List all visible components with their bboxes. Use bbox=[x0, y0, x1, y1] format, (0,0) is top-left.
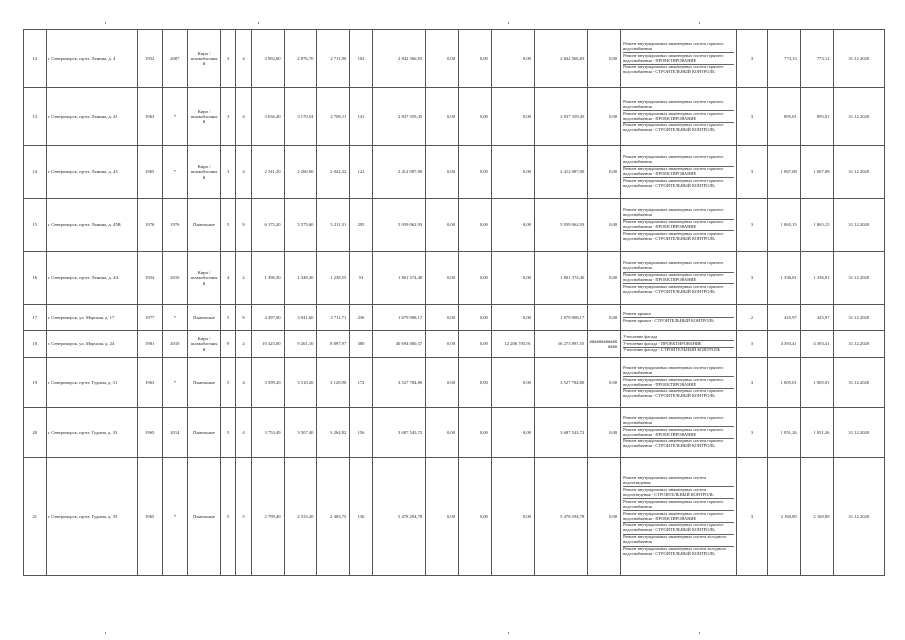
work-type-item: Утепление фасада bbox=[623, 334, 734, 341]
work-types-cell bbox=[621, 358, 737, 408]
deadline-date: 31.12.2020 bbox=[833, 252, 885, 305]
address-cell: г. Североморск, пр-кт. Ленина, д. 45В bbox=[46, 199, 137, 252]
total-area: 3 636,40 bbox=[251, 88, 284, 146]
renovation-year: * bbox=[162, 458, 188, 576]
owner-funds: 1 679 008,17 bbox=[534, 305, 587, 331]
total-area: 1 396,30 bbox=[251, 252, 284, 305]
capital-repair-table bbox=[23, 29, 885, 576]
total-cost: 3 527 784,80 bbox=[372, 358, 425, 408]
local-funds: 0,00 bbox=[491, 88, 534, 146]
residents-count: 122 bbox=[350, 146, 373, 199]
residents-count: 53 bbox=[350, 252, 373, 305]
federal-funds: 0,00 bbox=[426, 199, 459, 252]
deadline-date: 31.12.2020 bbox=[833, 408, 885, 458]
total-cost: 5 478 294,78 bbox=[372, 458, 425, 576]
wall-material: Панельные bbox=[188, 408, 221, 458]
other-funds: 0,00 bbox=[588, 199, 621, 252]
address-cell: г. Североморск, пр-кт. Ленина, д. 43 bbox=[46, 146, 137, 199]
row-number: 18 bbox=[24, 331, 47, 358]
other-funds: 0,00 bbox=[588, 252, 621, 305]
address-cell: г. Североморск, пр-кт. Ленина, д. 41 bbox=[46, 88, 137, 146]
regional-funds: 0,00 bbox=[459, 199, 492, 252]
floors-count: 9 bbox=[220, 331, 235, 358]
work-type-item: Ремонт внутридомовых инженерных систем горячего водоснабжения - ПРОЕКТИРОВАНИЕ bbox=[623, 377, 734, 389]
work-count: 3 bbox=[737, 146, 768, 199]
max-unit-cost: 1 336,01 bbox=[800, 252, 833, 305]
row-number: 15 bbox=[24, 199, 47, 252]
work-types-cell bbox=[621, 252, 737, 305]
table-row bbox=[24, 458, 885, 576]
work-type-item: Утепление фасада - ПРОЕКТИРОВАНИЕ bbox=[623, 341, 734, 348]
work-type-item: Ремонт внутридомовых инженерных систем горячего водоснабжения - СТРОИТЕЛЬНЫЙ КОНТРОЛЬ bbox=[623, 64, 724, 75]
other-funds: ################ bbox=[588, 331, 621, 358]
entrances-count: 5 bbox=[236, 458, 251, 576]
build-year: 1965 bbox=[137, 458, 162, 576]
total-area: 2 799,40 bbox=[251, 458, 284, 576]
living-area: 9 261,10 bbox=[284, 331, 317, 358]
work-type-item: Ремонт внутридомовых инженерных систем горячего водоснабжения - ПРОЕКТИРОВАНИЕ bbox=[623, 167, 734, 179]
unit-cost: 4 393,41 bbox=[767, 331, 800, 358]
total-cost: 3 687 543,72 bbox=[372, 408, 425, 458]
other-funds: 0,00 bbox=[588, 30, 621, 88]
floors-count: 5 bbox=[220, 199, 235, 252]
wall-material: Кирп / шлакоблочны й bbox=[188, 30, 221, 88]
wall-material: Кирп / шлакоблочны й bbox=[188, 252, 221, 305]
work-type-item: Ремонт крыши bbox=[623, 311, 734, 318]
total-cost: 1 679 008,17 bbox=[372, 305, 425, 331]
local-funds: 0,00 bbox=[491, 458, 534, 576]
other-funds: 0,00 bbox=[588, 358, 621, 408]
work-type-item: Ремонт внутридомовых инженерных систем горячего водоснабжения bbox=[623, 41, 734, 53]
build-year: 1965 bbox=[137, 146, 162, 199]
entrances-count: 4 bbox=[236, 146, 251, 199]
work-type-item: Ремонт внутридомовых инженерных систем водоотведения - СТРОИТЕЛЬНЫЙ КОНТРОЛЬ bbox=[623, 487, 734, 499]
work-type-item: Ремонт внутридомовых инженерных систем горячего водоснабжения - СТРОИТЕЛЬНЫЙ КОНТРОЛЬ bbox=[623, 523, 734, 535]
deadline-date: 31.12.2020 bbox=[833, 458, 885, 576]
address-cell: г. Североморск, пр-кт. Гудима, д. 33 bbox=[46, 408, 137, 458]
work-type-item: Ремонт крыши - СТРОИТЕЛЬНЫЙ КОНТРОЛЬ bbox=[623, 317, 714, 323]
living-area: 3 507,40 bbox=[284, 408, 317, 458]
work-type-item: Ремонт внутридомовых инженерных систем горячего водоснабжения - ПРОЕКТИРОВАНИЕ bbox=[623, 511, 734, 523]
row-number: 16 bbox=[24, 252, 47, 305]
build-year: 1976 bbox=[137, 199, 162, 252]
regional-funds: 0,00 bbox=[459, 458, 492, 576]
max-unit-cost: 773,12 bbox=[800, 30, 833, 88]
address-cell: г. Североморск, пр-кт. Гудима, д. 35 bbox=[46, 458, 137, 576]
floors-count: 3 bbox=[220, 30, 235, 88]
work-type-item: Ремонт внутридомовых инженерных систем горячего водоснабжения bbox=[623, 365, 734, 377]
table-row bbox=[24, 146, 885, 199]
work-count: 2 bbox=[737, 305, 768, 331]
floors-count: 5 bbox=[220, 305, 235, 331]
residents-count: 136 bbox=[350, 458, 373, 576]
deadline-date: 31.12.2020 bbox=[833, 199, 885, 252]
address-cell: г. Североморск, пр-кт. Ленина, д. 4 bbox=[46, 30, 137, 88]
unit-cost: 773,13 bbox=[767, 30, 800, 88]
entrances-count: 8 bbox=[236, 305, 251, 331]
residential-area: 1 238,55 bbox=[317, 252, 350, 305]
address-cell: г. Североморск, пр-кт. Ленина, д. 4А bbox=[46, 252, 137, 305]
owner-funds: 5 478 294,78 bbox=[534, 458, 587, 576]
regional-funds: 0,00 bbox=[459, 305, 492, 331]
federal-funds: 0,00 bbox=[426, 331, 459, 358]
scan-mark bbox=[699, 22, 700, 24]
total-area: 10 425,00 bbox=[251, 331, 284, 358]
work-type-item: Ремонт внутридомовых инженерных систем холодного водоснабжения bbox=[623, 535, 734, 547]
renovation-year: * bbox=[162, 146, 188, 199]
work-type-item: Ремонт внутридомовых инженерных систем горячего водоснабжения bbox=[623, 261, 734, 273]
entrances-count: 2 bbox=[236, 252, 251, 305]
wall-material: Кирп / шлакоблочны й bbox=[188, 331, 221, 358]
scan-mark bbox=[105, 22, 106, 24]
living-area: 3 941,60 bbox=[284, 305, 317, 331]
total-area: 6 175,20 bbox=[251, 199, 284, 252]
renovation-year: * bbox=[162, 305, 188, 331]
work-type-item: Ремонт внутридомовых инженерных систем горячего водоснабжения - СТРОИТЕЛЬНЫЙ КОНТРОЛЬ bbox=[623, 122, 724, 133]
residential-area: 2 042,32 bbox=[317, 146, 350, 199]
regional-funds: 0,00 bbox=[459, 358, 492, 408]
residential-area: 2 403,75 bbox=[317, 458, 350, 576]
residents-count: 172 bbox=[350, 358, 373, 408]
max-unit-cost: 1 067,08 bbox=[800, 146, 833, 199]
work-types-cell bbox=[621, 88, 737, 146]
total-area: 4 497,00 bbox=[251, 305, 284, 331]
table-row bbox=[24, 305, 885, 331]
owner-funds: 2 412 087,00 bbox=[534, 146, 587, 199]
work-type-item: Ремонт внутридомовых инженерных систем горячего водоснабжения - СТРОИТЕЛЬНЫЙ КОНТРОЛЬ bbox=[623, 177, 724, 188]
residential-area: 5 211,31 bbox=[317, 199, 350, 252]
deadline-date: 31.12.2020 bbox=[833, 30, 885, 88]
build-year: 1954 bbox=[137, 252, 162, 305]
federal-funds: 0,00 bbox=[426, 408, 459, 458]
work-type-item: Ремонт внутридомовых инженерных систем горячего водоснабжения bbox=[623, 208, 734, 220]
renovation-year: * bbox=[162, 358, 188, 408]
work-type-item: Ремонт внутридомовых инженерных систем горячего водоснабжения - СТРОИТЕЛЬНЫЙ КОНТРОЛЬ bbox=[623, 388, 724, 399]
wall-material: Панельные bbox=[188, 458, 221, 576]
work-types-cell bbox=[621, 458, 737, 576]
row-number: 13 bbox=[24, 88, 47, 146]
max-unit-cost: 425,97 bbox=[800, 305, 833, 331]
federal-funds: 0,00 bbox=[426, 146, 459, 199]
federal-funds: 0,00 bbox=[426, 458, 459, 576]
work-count: 3 bbox=[737, 30, 768, 88]
federal-funds: 0,00 bbox=[426, 358, 459, 408]
local-funds: 0,00 bbox=[491, 252, 534, 305]
scan-mark bbox=[699, 632, 700, 634]
address-cell: г. Североморск, пр-кт. Гудима, д. 31 bbox=[46, 358, 137, 408]
work-type-item: Ремонт внутридомовых инженерных систем горячего водоснабжения - СТРОИТЕЛЬНЫЙ КОНТРОЛЬ bbox=[623, 230, 724, 241]
work-count: 3 bbox=[737, 252, 768, 305]
scan-mark bbox=[105, 632, 106, 634]
work-types-cell bbox=[621, 305, 737, 331]
owner-funds: 2 837 359,45 bbox=[534, 88, 587, 146]
row-number: 12 bbox=[24, 30, 47, 88]
total-cost: 1 801 374,40 bbox=[372, 252, 425, 305]
renovation-year: * bbox=[162, 88, 188, 146]
unit-cost: 1 067,08 bbox=[767, 146, 800, 199]
entrances-count: 4 bbox=[236, 30, 251, 88]
regional-funds: 0,00 bbox=[459, 252, 492, 305]
work-types-cell bbox=[621, 199, 737, 252]
work-type-item: Ремонт внутридомовых инженерных систем холодного водоснабжения - СТРОИТЕЛЬНЫЙ КОНТРОЛЬ bbox=[623, 546, 727, 557]
deadline-date: 31.12.2020 bbox=[833, 358, 885, 408]
total-cost: 2 837 359,45 bbox=[372, 88, 425, 146]
residential-area: 3 264,82 bbox=[317, 408, 350, 458]
local-funds: 0,00 bbox=[491, 199, 534, 252]
federal-funds: 0,00 bbox=[426, 305, 459, 331]
wall-material: Панельные bbox=[188, 199, 221, 252]
row-number: 21 bbox=[24, 458, 47, 576]
build-year: 1963 bbox=[137, 88, 162, 146]
scan-mark bbox=[508, 22, 509, 24]
total-cost: 2 842 566,83 bbox=[372, 30, 425, 88]
work-type-item: Ремонт внутридомовых инженерных систем горячего водоснабжения bbox=[623, 499, 734, 511]
deadline-date: 31.12.2020 bbox=[833, 305, 885, 331]
residential-area: 8 897,97 bbox=[317, 331, 350, 358]
local-funds: 12 206 705,91 bbox=[491, 331, 534, 358]
wall-material: Кирп / шлакоблочны й bbox=[188, 88, 221, 146]
living-area: 2 876,70 bbox=[284, 30, 317, 88]
other-funds: 0,00 bbox=[588, 88, 621, 146]
work-types-cell bbox=[621, 146, 737, 199]
regional-funds: 0,00 bbox=[459, 146, 492, 199]
living-area: 3 170,54 bbox=[284, 88, 317, 146]
unit-cost: 425,97 bbox=[767, 305, 800, 331]
unit-cost: 1 065,15 bbox=[767, 199, 800, 252]
owner-funds: 16 273 891,55 bbox=[534, 331, 587, 358]
work-type-item: Ремонт внутридомовых инженерных систем горячего водоснабжения bbox=[623, 99, 734, 111]
table-row bbox=[24, 199, 885, 252]
owner-funds: 5 939 062,93 bbox=[534, 199, 587, 252]
owner-funds: 2 842 566,83 bbox=[534, 30, 587, 88]
scan-mark bbox=[508, 632, 509, 634]
renovation-year: 1976 bbox=[162, 199, 188, 252]
max-unit-cost: 895,01 bbox=[800, 88, 833, 146]
living-area: 2 260,00 bbox=[284, 146, 317, 199]
regional-funds: 0,00 bbox=[459, 408, 492, 458]
renovation-year: 2010 bbox=[162, 331, 188, 358]
floors-count: 5 bbox=[220, 408, 235, 458]
floors-count: 5 bbox=[220, 358, 235, 408]
other-funds: 0,00 bbox=[588, 305, 621, 331]
total-cost: 40 694 000,37 bbox=[372, 331, 425, 358]
build-year: 1965 bbox=[137, 408, 162, 458]
max-unit-cost: 1 051,26 bbox=[800, 408, 833, 458]
renovation-year: 2014 bbox=[162, 408, 188, 458]
entrances-count: 2 bbox=[236, 331, 251, 358]
other-funds: 0,00 bbox=[588, 146, 621, 199]
other-funds: 0,00 bbox=[588, 408, 621, 458]
renovation-year: 2010 bbox=[162, 252, 188, 305]
table-row bbox=[24, 358, 885, 408]
unit-cost: 2 160,89 bbox=[767, 458, 800, 576]
scan-mark bbox=[258, 22, 259, 24]
owner-funds: 1 801 374,40 bbox=[534, 252, 587, 305]
work-type-item: Ремонт внутридомовых инженерных систем горячего водоснабжения - СТРОИТЕЛЬНЫЙ КОНТРОЛЬ bbox=[623, 438, 724, 449]
work-type-item: Утепление фасада - СТРОИТЕЛЬНЫЙ КОНТРОЛЬ bbox=[623, 347, 721, 353]
table-row bbox=[24, 30, 885, 88]
owner-funds: 3 527 784,80 bbox=[534, 358, 587, 408]
work-type-item: Ремонт внутридомовых инженерных систем горячего водоснабжения - ПРОЕКТИРОВАНИЕ bbox=[623, 427, 734, 439]
local-funds: 0,00 bbox=[491, 146, 534, 199]
table-row bbox=[24, 88, 885, 146]
row-number: 20 bbox=[24, 408, 47, 458]
unit-cost: 1 005,01 bbox=[767, 358, 800, 408]
max-unit-cost: 1 005,01 bbox=[800, 358, 833, 408]
row-number: 17 bbox=[24, 305, 47, 331]
residential-area: 2 711,90 bbox=[317, 30, 350, 88]
living-area: 1 348,30 bbox=[284, 252, 317, 305]
floors-count: 5 bbox=[220, 458, 235, 576]
total-area: 2 541,20 bbox=[251, 146, 284, 199]
residents-count: 141 bbox=[350, 88, 373, 146]
entrances-count: 4 bbox=[236, 88, 251, 146]
local-funds: 0,00 bbox=[491, 30, 534, 88]
address-cell: г. Североморск, ул. Морская, д. 17 bbox=[46, 305, 137, 331]
wall-material: Панельные bbox=[188, 305, 221, 331]
floors-count: 4 bbox=[220, 252, 235, 305]
work-type-item: Ремонт внутридомовых инженерных систем горячего водоснабжения bbox=[623, 415, 734, 427]
max-unit-cost: 2 160,89 bbox=[800, 458, 833, 576]
total-cost: 2 412 087,00 bbox=[372, 146, 425, 199]
unit-cost: 1 051,26 bbox=[767, 408, 800, 458]
row-number: 14 bbox=[24, 146, 47, 199]
federal-funds: 0,00 bbox=[426, 88, 459, 146]
build-year: 1963 bbox=[137, 358, 162, 408]
work-count: 3 bbox=[737, 199, 768, 252]
work-count: 3 bbox=[737, 408, 768, 458]
work-count: 3 bbox=[737, 358, 768, 408]
wall-material: Кирп / шлакоблочны й bbox=[188, 146, 221, 199]
build-year: 1981 bbox=[137, 331, 162, 358]
regional-funds: 0,00 bbox=[459, 88, 492, 146]
work-type-item: Ремонт внутридомовых инженерных систем горячего водоснабжения - ПРОЕКТИРОВАНИЕ bbox=[623, 273, 734, 285]
work-count: 3 bbox=[737, 458, 768, 576]
wall-material: Панельные bbox=[188, 358, 221, 408]
entrances-count: 4 bbox=[236, 358, 251, 408]
federal-funds: 0,00 bbox=[426, 30, 459, 88]
residents-count: 102 bbox=[350, 30, 373, 88]
build-year: 1977 bbox=[137, 305, 162, 331]
living-area: 2 533,20 bbox=[284, 458, 317, 576]
residential-area: 2 708,11 bbox=[317, 88, 350, 146]
regional-funds: 0,00 bbox=[459, 331, 492, 358]
max-unit-cost: 1 065,15 bbox=[800, 199, 833, 252]
living-area: 5 575,60 bbox=[284, 199, 317, 252]
deadline-date: 31.12.2020 bbox=[833, 331, 885, 358]
renovation-year: 2007 bbox=[162, 30, 188, 88]
work-type-item: Ремонт внутридомовых инженерных систем горячего водоснабжения - ПРОЕКТИРОВАНИЕ bbox=[623, 220, 734, 232]
max-unit-cost: 4 393,41 bbox=[800, 331, 833, 358]
local-funds: 0,00 bbox=[491, 408, 534, 458]
unit-cost: 1 336,01 bbox=[767, 252, 800, 305]
work-type-item: Ремонт внутридомовых инженерных систем горячего водоснабжения - ПРОЕКТИРОВАНИЕ bbox=[623, 53, 734, 65]
total-area: 3 599,20 bbox=[251, 358, 284, 408]
table-row bbox=[24, 252, 885, 305]
total-cost: 5 939 062,93 bbox=[372, 199, 425, 252]
residents-count: 156 bbox=[350, 408, 373, 458]
unit-cost: 895,01 bbox=[767, 88, 800, 146]
living-area: 3 510,20 bbox=[284, 358, 317, 408]
other-funds: 0,00 bbox=[588, 458, 621, 576]
residential-area: 3 711,71 bbox=[317, 305, 350, 331]
entrances-count: 8 bbox=[236, 199, 251, 252]
work-type-item: Ремонт внутридомовых инженерных систем горячего водоснабжения - ПРОЕКТИРОВАНИЕ bbox=[623, 111, 734, 123]
total-area: 3 753,49 bbox=[251, 408, 284, 458]
address-cell: г. Североморск, ул. Морская, д. 24 bbox=[46, 331, 137, 358]
row-number: 19 bbox=[24, 358, 47, 408]
residents-count: 295 bbox=[350, 199, 373, 252]
floors-count: 3 bbox=[220, 88, 235, 146]
work-count: 3 bbox=[737, 331, 768, 358]
deadline-date: 31.12.2020 bbox=[833, 88, 885, 146]
work-types-cell bbox=[621, 408, 737, 458]
work-types-cell bbox=[621, 30, 737, 88]
table-row bbox=[24, 408, 885, 458]
local-funds: 0,00 bbox=[491, 358, 534, 408]
work-type-item: Ремонт внутридомовых инженерных систем горячего водоснабжения bbox=[623, 155, 734, 167]
residents-count: 380 bbox=[350, 331, 373, 358]
work-type-item: Ремонт внутридомовых инженерных систем горячего водоснабжения - СТРОИТЕЛЬНЫЙ КОНТРОЛЬ bbox=[623, 283, 724, 294]
residents-count: 236 bbox=[350, 305, 373, 331]
local-funds: 0,00 bbox=[491, 305, 534, 331]
table-row bbox=[24, 331, 885, 358]
deadline-date: 31.12.2020 bbox=[833, 146, 885, 199]
work-types-cell bbox=[621, 331, 737, 358]
build-year: 1952 bbox=[137, 30, 162, 88]
work-type-item: Ремонт внутридомовых инженерных систем водоотведения bbox=[623, 476, 734, 488]
federal-funds: 0,00 bbox=[426, 252, 459, 305]
owner-funds: 3 687 543,72 bbox=[534, 408, 587, 458]
floors-count: 3 bbox=[220, 146, 235, 199]
regional-funds: 0,00 bbox=[459, 30, 492, 88]
residential-area: 3 120,90 bbox=[317, 358, 350, 408]
entrances-count: 4 bbox=[236, 408, 251, 458]
work-count: 3 bbox=[737, 88, 768, 146]
total-area: 3 992,00 bbox=[251, 30, 284, 88]
